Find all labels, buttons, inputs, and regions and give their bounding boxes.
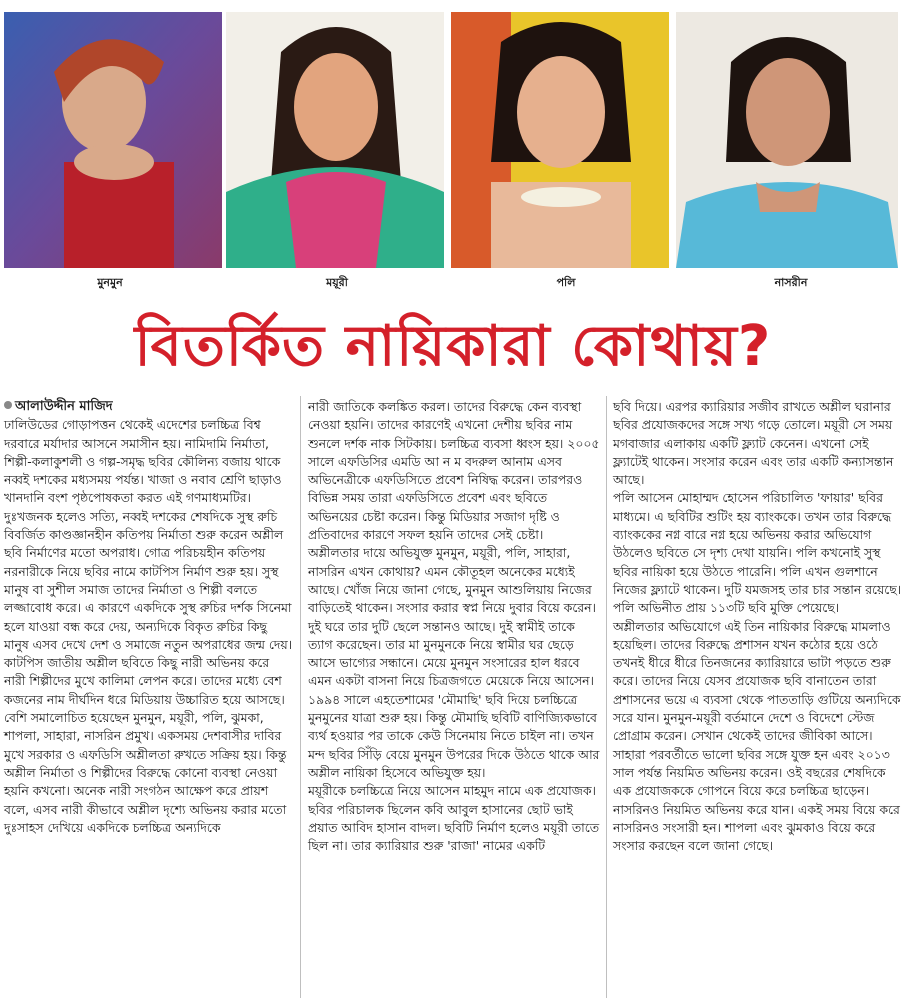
caption-munmun: মুনমুন <box>97 276 123 289</box>
headline: বিতর্কিত নায়িকারা কোথায়? <box>134 314 772 379</box>
column-divider <box>606 396 607 998</box>
column-3 <box>613 398 902 855</box>
byline <box>4 398 294 416</box>
paragraph: অশ্লীলতার অভিযোগে এই তিন নায়িকার বিরুদ্ধে মামলাও হয়েছিল। তাদের বিরুদ্ধে প্রশাসন যখন কঠোর হয়ে ওঠে তখনই ধীরে ধীরে তিনজনের ক্যারিয়ারে ভাটা পড়তে শুরু করে। তাদের নিয়ে যেসব প্রযোজক ছবি বানাতেন তারা প্রশাসনের ভয়ে এ ব্যবসা থেকে পাততাড়ি গুটিয়ে অন্যদিকে সরে যান। মুনমুন-ময়ূরী বর্তমানে দেশে ও বিদেশে স্টেজ প্রোগ্রাম করেন। সেখান থেকেই তাদের জীবিকা আসে। <box>613 618 901 744</box>
paragraph: ঢালিউডের গোড়াপত্তন থেকেই এদেশের চলচ্চিত্র বিশ্ব দরবারে মর্যাদার আসনে সমাসীন হয়। নামিদামি নির্মাতা, শিল্পী-কলাকুশলী ও গল্প-সমৃদ্ধ ছবির কৌলিন্য বজায় থাকে নব্বই দশকের মধ্যসময় পর্যন্ত। খাজা ও নবাব শ্রেণি ছাড়াও খানদানি বংশ পৃষ্ঠপোষকতা করত এই গণমাধ্যমটির। দুঃখজনক হলেও সত্যি, নব্বই দশকের শেষদিকে সুস্থ রুচি বিবর্জিত কাণ্ডজ্ঞানহীন কতিপয় নির্মাতা শুরু করেন অশ্লীল ছবি নির্মাণের মতো অপরাধ। গোত্র পরিচয়হীন কতিপয় নরনারীকে নিয়ে ছবির নামে কাটপিস নির্মাণ শুরু হয়। সুস্থ মানুষ বা সুশীল সমাজ তাদের নির্মাতা ও শিল্পী বলতে লজ্জাবোধ করে। এ কারণে একদিকে সুস্থ রুচির দর্শক সিনেমা হলে যাওয়া বন্ধ করে দেয়, অন্যদিকে বিকৃত রুচির কিছু মানুষ এসব দেখে দেশ ও সমাজে নতুন অপরাধের জন্ম দেয়। <box>4 417 293 652</box>
caption-mayuri: ময়ূরী <box>326 276 348 289</box>
photo-mayuri <box>226 12 444 268</box>
column-divider <box>300 396 301 998</box>
paragraph: নারী জাতিকে কলঙ্কিত করল। তাদের বিরুদ্ধে কেন ব্যবস্থা নেওয়া হয়নি। তাদের কারণেই এখনো দেশীয় ছবির নাম শুনলে দর্শক নাক সিটকায়। চলচ্চিত্র ব্যবসা ধ্বংস হয়। ২০০৫ সালে এফডিসির এমডি আ ন ম বদরুল আনাম এসব অভিনেত্রীকে এফডিসিতে প্রবেশ নিষিদ্ধ করেন। তারপরও বিভিন্ন সময় তারা এফডিসিতে প্রবেশ এবং ছবিতে অভিনয়ের চেষ্টা করেন। কিন্তু মিডিয়ার সজাগ দৃষ্টি ও প্রতিবাদের কারণে সফল হয়নি তাদের সেই চেষ্টা। <box>308 399 600 543</box>
paragraph: ময়ূরীকে চলচ্চিত্রে নিয়ে আসেন মাহমুদ নামে এক প্রযোজক। ছবির পরিচালক ছিলেন কবি আবুল হাসানের ছোট ভাই প্রয়াত আবিদ হাসান বাদল। ছবিটি নির্মাণ হলেও ময়ূরী তাতে ছিল না। তার ক্যারিয়ার শুরু 'রাজা' নামের একটি <box>308 783 599 854</box>
caption-nasrin: নাসরীন <box>774 276 808 289</box>
caption-poli: পলি <box>556 276 576 289</box>
paragraph: কাটপিস জাতীয় অশ্লীল ছবিতে কিছু নারী অভিনয় করে নারী শিল্পীদের মুখে কালিমা লেপন করে। তাদের মধ্যে বেশ কজনের নাম দীর্ঘদিন ধরে মিডিয়ায় উচ্চারিত হয়ে আসছে। বেশি সমালোচিত হয়েছেন মুনমুন, ময়ূরী, পলি, ঝুমকা, শাপলা, সাহারা, নাসরিন প্রমুখ। একসময় দেশবাসীর দাবির মুখে সরকার ও এফডিসি অশ্লীলতা রুখতে সক্রিয় হয়। কিন্তু অশ্লীল নির্মাতা ও শিল্পীদের বিরুদ্ধে কোনো ব্যবস্থা নেওয়া হয়নি কখনো। অনেক নারী সংগঠন আক্ষেপ করে প্রায়শ বলে, এসব নারী কীভাবে অশ্লীল দৃশ্যে অভিনয় করার মতো দুঃসাহস দেখিয়ে একদিকে চলচ্চিত্র অন্যদিকে <box>4 655 287 835</box>
photo-nasrin <box>676 12 898 268</box>
photo-poli <box>451 12 669 268</box>
paragraph: অশ্লীলতার দায়ে অভিযুক্ত মুনমুন, ময়ূরী, পলি, সাহারা, নাসরিন এখন কোথায়? এমন কৌতূহল অনেকের মধ্যেই আছে। খোঁজ নিয়ে জানা গেছে, মুনমুন আশুলিয়ায় নিজের বাড়িতেই থাকেন। সংসার করার স্বপ্ন নিয়ে দুবার বিয়ে করেন। দুই ঘরে তার দুটি ছেলে সন্তানও আছে। দুই স্বামীই তাকে ত্যাগ করেছেন। তার মা মুনমুনকে নিয়ে স্বামীর ঘর ছেড়ে আসে ভাগ্যের সন্ধানে। মেয়ে মুনমুন সংসারের হাল ধরবে এমন একটা বাসনা নিয়ে চিত্রজগতে মেয়েকে নিয়ে আসেন। ১৯৯৪ সালে এহতেশামের 'মৌমাছি' ছবি দিয়ে চলচ্চিত্রে মুনমুনের যাত্রা শুরু হয়। কিন্তু মৌমাছি ছবিটি বাণিজ্যিকভাবে ব্যর্থ হওয়ার পর তাকে কেউ সিনেমায় নিতে চাইল না। তখন মন্দ ছবির সিঁড়ি বেয়ে মুনমুন উপরের দিকে উঠতে থাকে আর অশ্লীল নায়িকা হিসেবে অভিযুক্ত হয়। <box>308 545 600 780</box>
column-1 <box>4 398 294 837</box>
byline-author: আলাউদ্দীন মাজিদ <box>15 399 113 414</box>
photo-munmun <box>4 12 222 268</box>
photo-strip <box>0 0 906 300</box>
paragraph: সাহারা পরবর্তীতে ভালো ছবির সঙ্গে যুক্ত হন এবং ২০১৩ সাল পর্যন্ত নিয়মিত অভিনয় করেন। ওই বছরের শেষদিকে এক প্রযোজককে গোপনে বিয়ে করে চলচ্চিত্র ছাড়েন। নাসরিনও নিয়মিত অভিনয় করে যান। একই সময় বিয়ে করে নাসরিনও সংসারী হন। শাপলা এবং ঝুমকাও বিয়ে করে সংসার করছেন বলে জানা গেছে। <box>613 746 900 854</box>
bullet-icon <box>4 401 12 409</box>
paragraph: পলি আসেন মোহাম্মদ হোসেন পরিচালিত 'ফায়ার' ছবির মাধ্যমে। এ ছবিটির শুটিং হয় ব্যাংককে। তখন তার বিরুদ্ধে ব্যাংককের নগ্ন বারে নগ্ন হয়ে অভিনয় করার অভিযোগ উঠলেও ছবিতে সে দৃশ্য দেখা যায়নি। পলি কখনোই সুস্থ ছবির নায়িকা হয়ে উঠতে পারেনি। পলি এখন গুলশানে নিজের ফ্ল্যাটে থাকেন। দুটি যমজসহ তার চার সন্তান রয়েছে। পলি অভিনীত প্রায় ১১৩টি ছবি মুক্তি পেয়েছে। <box>613 490 902 616</box>
paragraph: ছবি দিয়ে। এরপর ক্যারিয়ার সজীব রাখতে অশ্লীল ঘরানার ছবির প্রযোজকদের সঙ্গে সখ্য গড়ে তোলে। ময়ূরী সে সময় মগবাজার এলাকায় একটি ফ্ল্যাট কেনেন। এখনো সেই ফ্ল্যাটেই থাকেন। সংসার করেন এবং তার একটি কন্যাসন্তান আছে। <box>613 399 894 488</box>
column-2 <box>308 398 600 855</box>
